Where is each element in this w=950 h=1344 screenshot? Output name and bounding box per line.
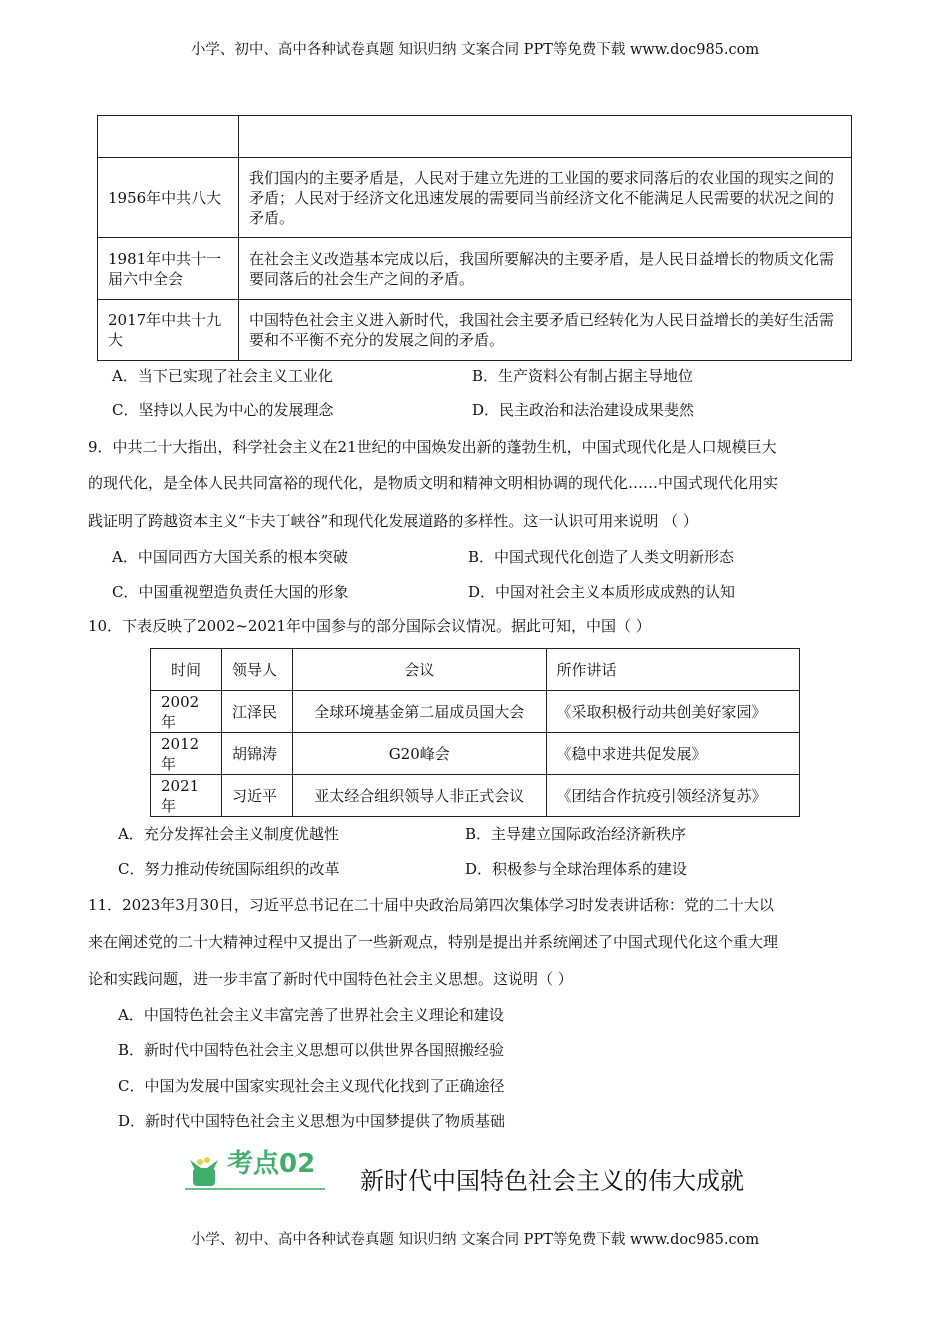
cell: 亚太经合组织领导人非正式会议 (293, 775, 547, 817)
cell: 1981年中共十一届六中全会 (98, 238, 239, 300)
cell: 胡锦涛 (222, 733, 293, 775)
option: A．中国特色社会主义丰富完善了世界社会主义理论和建设 (118, 1006, 504, 1024)
option: C．中国为发展中国家实现社会主义现代化找到了正确途径 (118, 1077, 505, 1095)
cell: 《团结合作抗疫引领经济复苏》 (546, 775, 800, 817)
plant-icon (187, 1154, 221, 1188)
option: B．中国式现代化创造了人类文明新形态 (468, 548, 735, 566)
page-header: 小学、初中、高中各种试卷真题 知识归纳 文案合同 PPT等免费下载 www.doc985.com (190, 42, 760, 58)
question-text: 10．下表反映了2002~2021年中国参与的部分国际会议情况。据此可知，中国（ ） (88, 617, 651, 635)
option: C．努力推动传统国际组织的改革 (118, 860, 340, 878)
option: C．中国重视塑造负责任大国的形象 (112, 583, 349, 601)
option: B．新时代中国特色社会主义思想可以供世界各国照搬经验 (118, 1041, 505, 1059)
option: D．积极参与全球治理体系的建设 (465, 860, 688, 878)
cell (98, 116, 239, 158)
cell: 江泽民 (222, 691, 293, 733)
cell: 2017年中共十九大 (98, 300, 239, 361)
question-text: 来在阐述党的二十大精神过程中又提出了一些新观点，特别是提出并系统阐述了中国式现代化这个重大理 (88, 933, 779, 951)
conference-table (150, 648, 800, 817)
cell: 《稳中求进共促发展》 (546, 733, 800, 775)
cell: 我们国内的主要矛盾是，人民对于建立先进的工业国的要求同落后的农业国的现实之间的矛盾；人民对于经济文化迅速发展的需要同当前经济文化不能满足人民需要的状况之间的矛盾。 (239, 158, 852, 238)
cell: 习近平 (222, 775, 293, 817)
section-title: 新时代中国特色社会主义的伟大成就 (360, 1167, 744, 1195)
cell: 中国特色社会主义进入新时代，我国社会主要矛盾已经转化为人民日益增长的美好生活需要和不平衡不充分的发展之间的矛盾。 (239, 300, 852, 361)
question-text: 论和实践问题，进一步丰富了新时代中国特色社会主义思想。这说明（ ） (88, 970, 573, 988)
option: A．充分发挥社会主义制度优越性 (118, 825, 339, 843)
cell: 2012年 (151, 733, 222, 775)
option: B．主导建立国际政治经济新秩序 (465, 825, 687, 843)
contradiction-table (97, 115, 852, 361)
question-text: 的现代化，是全体人民共同富裕的现代化，是物质文明和精神文明相协调的现代化……中国式现代化用实 (88, 474, 779, 492)
cell: 1956年中共八大 (98, 158, 239, 238)
option: D．新时代中国特色社会主义思想为中国梦提供了物质基础 (118, 1112, 506, 1130)
option: C．坚持以人民为中心的发展理念 (112, 401, 334, 419)
option: A．当下已实现了社会主义工业化 (112, 367, 333, 385)
option: D．中国对社会主义本质形成成熟的认知 (468, 583, 736, 601)
option: A．中国同西方大国关系的根本突破 (112, 548, 348, 566)
option: D．民主政治和法治建设成果斐然 (472, 401, 695, 419)
cell: G20峰会 (293, 733, 547, 775)
cell: 在社会主义改造基本完成以后，我国所要解决的主要矛盾，是人民日益增长的物质文化需要同落后的社会生产之间的矛盾。 (239, 238, 852, 300)
page-footer: 小学、初中、高中各种试卷真题 知识归纳 文案合同 PPT等免费下载 www.doc985.com (190, 1232, 760, 1248)
header-cell: 领导人 (222, 649, 293, 691)
header-cell: 会议 (293, 649, 547, 691)
badge-label: 考点02 (227, 1149, 316, 1179)
cell: 《采取积极行动共创美好家园》 (546, 691, 800, 733)
cell (239, 116, 852, 158)
cell: 2021年 (151, 775, 222, 817)
section-badge (185, 1149, 325, 1190)
question-text: 11．2023年3月30日，习近平总书记在二十届中央政治局第四次集体学习时发表讲话称：党的二十大以 (88, 896, 774, 914)
cell: 全球环境基金第二届成员国大会 (293, 691, 547, 733)
header-cell: 所作讲话 (546, 649, 800, 691)
header-cell: 时间 (151, 649, 222, 691)
question-text: 践证明了跨越资本主义“卡夫丁峡谷”和现代化发展道路的多样性。这一认识可用来说明 （ ） (88, 512, 698, 530)
cell: 2002年 (151, 691, 222, 733)
question-text: 9．中共二十大指出，科学社会主义在21世纪的中国焕发出新的蓬勃生机，中国式现代化是人口规模巨大 (88, 438, 777, 456)
option: B．生产资料公有制占据主导地位 (472, 367, 694, 385)
